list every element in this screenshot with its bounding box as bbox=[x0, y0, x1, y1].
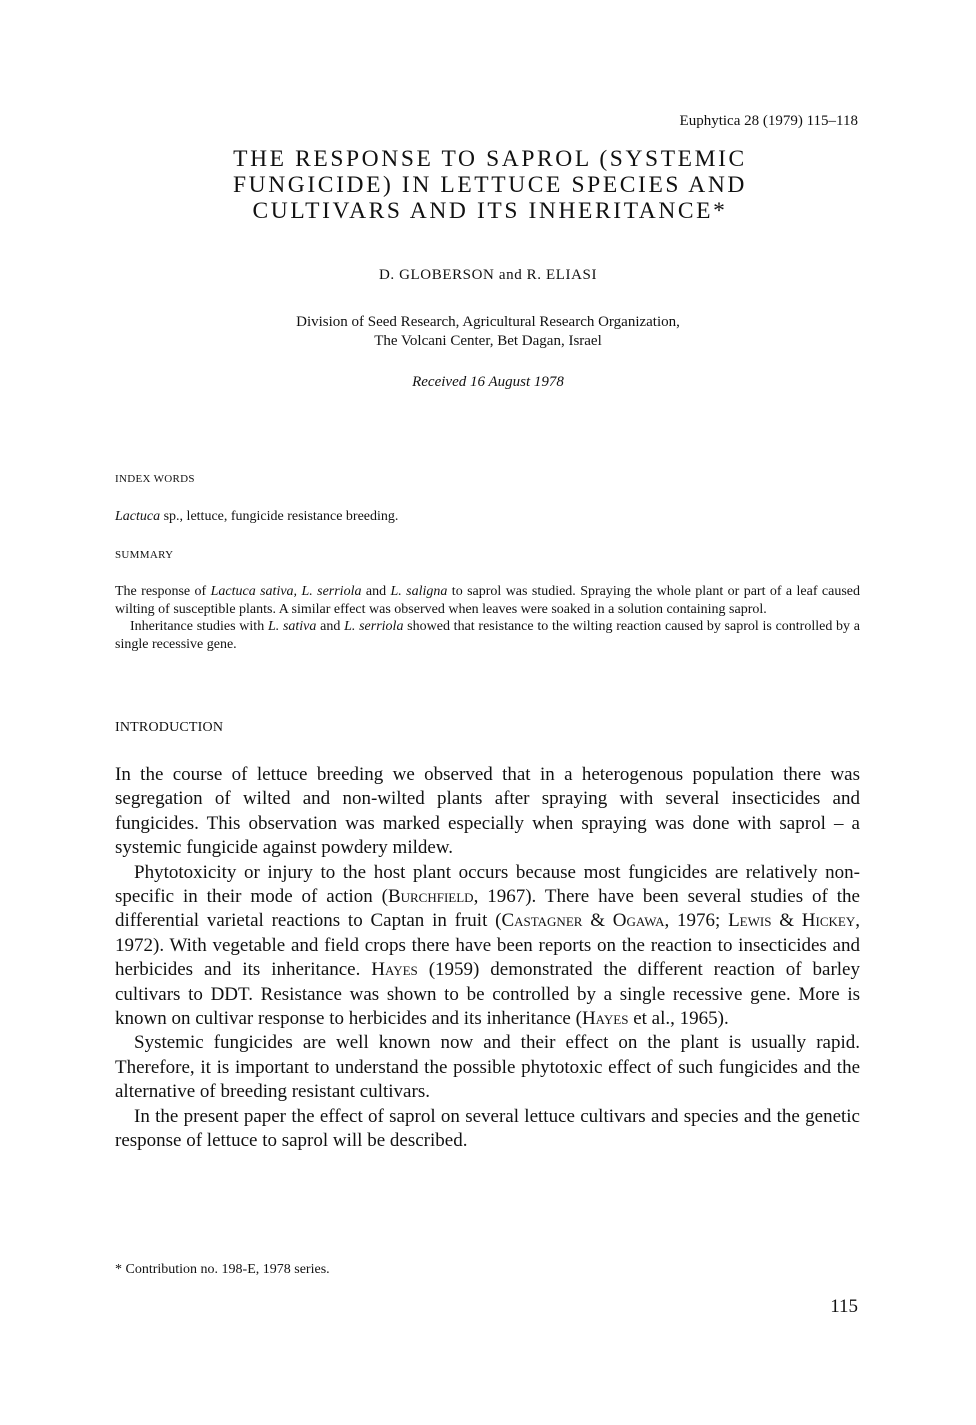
intro-text: & bbox=[582, 910, 613, 932]
intro-text: (1959) demonstrated the different reaction of barley cultivars to DDT. Resistance was shown to be controlled by a single recessive gene. More is known on cultivar response to herbicides and its inheritance ( bbox=[115, 959, 860, 1030]
affiliation bbox=[0, 313, 976, 351]
received-date: Received 16 August 1978 bbox=[412, 374, 564, 390]
intro-text: , 1967). There have been several studies of the differential varietal reactions to Captan in fruit ( bbox=[115, 886, 860, 932]
page-number: 115 bbox=[830, 1296, 858, 1317]
paper-title bbox=[160, 146, 820, 224]
species-name: L. sativa bbox=[267, 619, 317, 634]
index-words bbox=[115, 509, 398, 525]
index-rest: sp., lettuce, fungicide resistance breeding. bbox=[160, 509, 399, 524]
citation-author: Ogawa bbox=[612, 910, 665, 932]
citation-author: Hayes bbox=[371, 959, 418, 981]
intro-paragraph-3: Systemic fungicides are well known now and their effect on the plant is usually rapid. Therefore, it is important to understand the possible phytotoxic effect of such fungicides and the alternative of breeding resistant cultivars. bbox=[115, 1032, 860, 1103]
summary-text: Inheritance studies with bbox=[130, 619, 268, 634]
summary-text: The response of bbox=[115, 584, 211, 599]
species-name: L. saligna bbox=[390, 584, 448, 599]
summary-text: showed that resistance to the wilting reaction caused by saprol is controlled by a single recessive gene. bbox=[115, 619, 861, 652]
summary-text: and bbox=[361, 584, 391, 599]
citation-author: Castagner bbox=[501, 910, 583, 932]
intro-paragraph-4: In the present paper the effect of saprol on several lettuce cultivars and species and the genetic response of lettuce to saprol will be described. bbox=[115, 1105, 860, 1152]
intro-paragraph-1: In the course of lettuce breeding we observed that in a heterogenous population there was segregation of wilted and non-wilted plants after spraying with several insecticides and fungicides. This observation was marked especially when spraying was done with saprol – a systemic fungicide against powdery mildew. bbox=[115, 764, 860, 859]
title-line-2: FUNGICIDE) IN LETTUCE SPECIES AND bbox=[232, 172, 747, 198]
species-name: Lactuca sativa, L. serriola bbox=[210, 584, 362, 599]
journal-reference: Euphytica 28 (1979) 115–118 bbox=[679, 113, 858, 129]
introduction-body bbox=[115, 763, 860, 1154]
citation-author: Hickey bbox=[801, 910, 856, 932]
summary-heading: SUMMARY bbox=[115, 549, 174, 561]
citation-author: Burchfield bbox=[387, 886, 474, 908]
summary-text: to saprol was studied. Spraying the whole plant or part of a leaf caused wilting of susceptible plants. A similar effect was observed when leaves were soaked in a solution containing saprol. bbox=[115, 584, 861, 617]
affiliation-line-2: The Volcani Center, Bet Dagan, Israel bbox=[374, 333, 602, 349]
summary bbox=[115, 583, 860, 653]
intro-text: & bbox=[771, 910, 802, 932]
index-words-heading: INDEX WORDS bbox=[115, 473, 195, 485]
summary-paragraph-1 bbox=[115, 583, 860, 618]
intro-text: , 1972). With vegetable and field crops there have been reports on the reaction to insecticides and herbicides and its inheritance. bbox=[115, 910, 860, 981]
citation-author: Lewis bbox=[728, 910, 772, 932]
intro-paragraph-2 bbox=[115, 861, 860, 1032]
introduction-heading: INTRODUCTION bbox=[115, 720, 224, 735]
intro-text: et al., 1965). bbox=[628, 1008, 729, 1030]
citation-author: Hayes bbox=[581, 1008, 629, 1030]
authors: D. GLOBERSON and R. ELIASI bbox=[378, 267, 598, 283]
title-line-1: THE RESPONSE TO SAPROL (SYSTEMIC bbox=[233, 146, 747, 172]
footnote: * Contribution no. 198-E, 1978 series. bbox=[115, 1262, 330, 1277]
summary-paragraph-2 bbox=[115, 618, 860, 653]
affiliation-line-1: Division of Seed Research, Agricultural Research Organization, bbox=[296, 314, 680, 330]
intro-text: , 1976; bbox=[664, 910, 729, 932]
intro-text: Phytotoxicity or injury to the host plant occurs because most fungicides are relatively non-specific in their mode of action ( bbox=[115, 861, 860, 908]
species-name: L. serriola bbox=[344, 619, 404, 634]
summary-text: and bbox=[316, 619, 345, 634]
title-line-3: CULTIVARS AND ITS INHERITANCE* bbox=[252, 198, 728, 224]
index-genus: Lactuca bbox=[115, 509, 161, 524]
